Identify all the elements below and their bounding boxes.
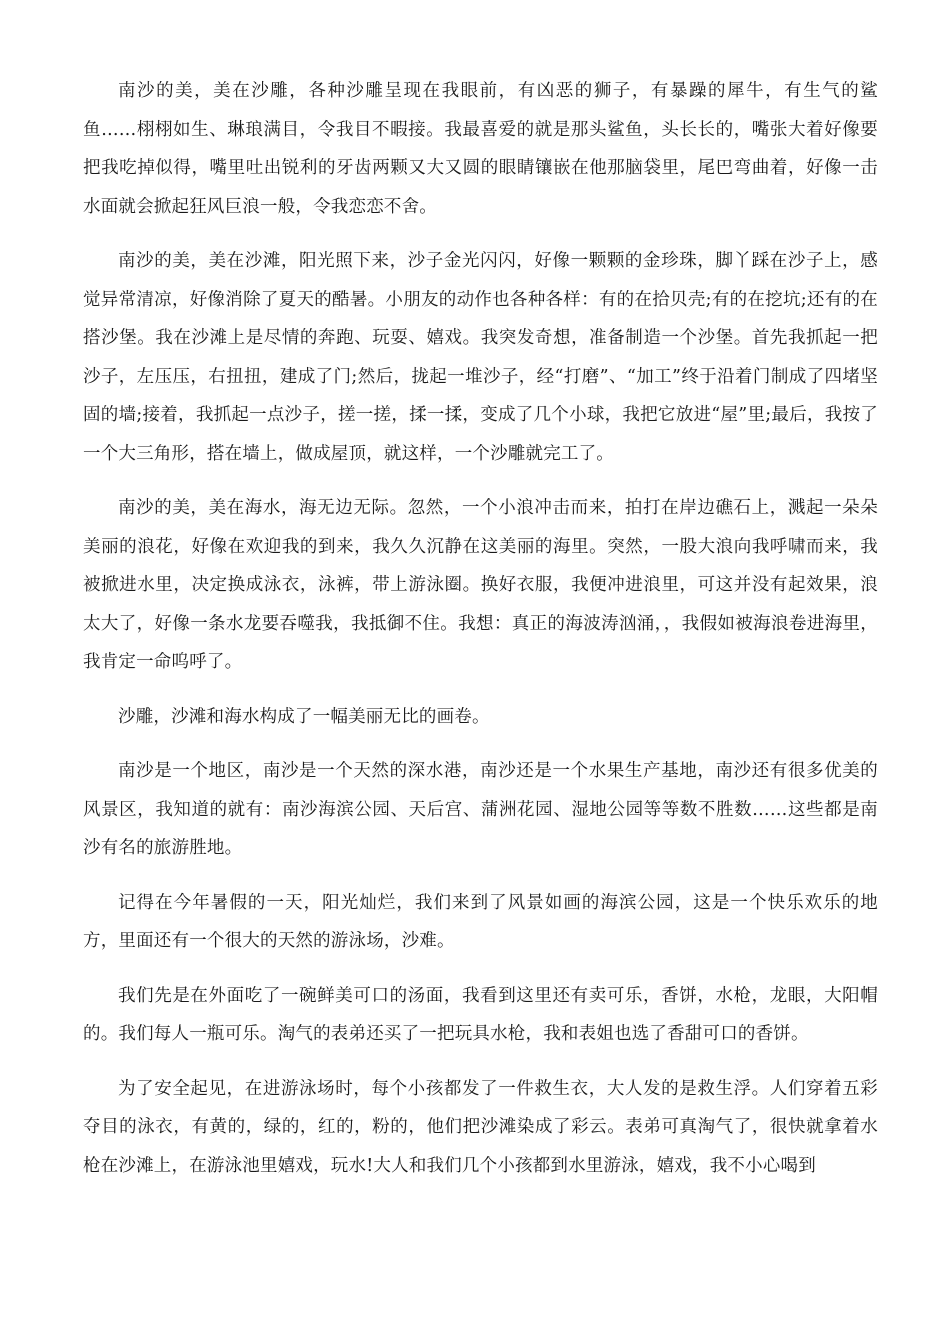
paragraph-summer-day: 记得在今年暑假的一天，阳光灿烂，我们来到了风景如画的海滨公园，这是一个快乐欢乐的地方，里面还有一个很大的天然的游泳场，沙难。 <box>83 892 878 951</box>
paragraph-nansha-intro: 南沙是一个地区，南沙是一个天然的深水港，南沙还是一个水果生产基地，南沙还有很多优美的风景区，我知道的就有：南沙海滨公园、天后宫、蒲洲花园、湿地公园等等数不胜数……这些都是南沙有名的旅游胜地。 <box>83 761 878 858</box>
paragraph-sand-sculpture: 南沙的美，美在沙雕，各种沙雕呈现在我眼前，有凶恶的狮子，有暴躁的犀牛，有生气的鲨鱼……栩栩如生、琳琅满目，令我目不暇接。我最喜爱的就是那头鲨鱼，头长长的，嘴张大着好像要把我吃掉似得，嘴里吐出锐利的牙齿两颗又大又圆的眼睛镶嵌在他那脑袋里，尾巴弯曲着，好像一击水面就会掀起狂风巨浪一般，令我恋恋不舍。 <box>83 81 878 217</box>
paragraph-sea: 南沙的美，美在海水，海无边无际。忽然，一个小浪冲击而来，拍打在岸边礁石上，溅起一朵朵美丽的浪花，好像在欢迎我的到来，我久久沉静在这美丽的海里。突然，一股大浪向我呼啸而来，我被掀进水里，决定换成泳衣，泳裤，带上游泳圈。换好衣服，我便冲进浪里，可这并没有起效果，浪太大了，好像一条水龙要吞噬我，我抵御不住。我想：真正的海波涛汹涌，，我假如被海浪卷进海里，我肯定一命呜呼了。 <box>83 498 878 672</box>
paragraph-noodles: 我们先是在外面吃了一碗鲜美可口的汤面，我看到这里还有卖可乐，香饼，水枪，龙眼，大阳帽的。我们每人一瓶可乐。淘气的表弟还买了一把玩具水枪，我和表姐也选了香甜可口的香饼。 <box>83 985 878 1044</box>
paragraph-beach: 南沙的美，美在沙滩，阳光照下来，沙子金光闪闪，好像一颗颗的金珍珠，脚丫踩在沙子上，感觉异常清凉，好像消除了夏天的酷暑。小朋友的动作也各种各样：有的在拾贝壳;有的在挖坑;还有的在搭沙堡。我在沙滩上是尽情的奔跑、玩耍、嬉戏。我突发奇想，准备制造一个沙堡。首先我抓起一把沙子，左压压，右扭扭，建成了门;然后，拢起一堆沙子，经“打磨”、“加工”终于沿着门制成了四堵坚固的墙;接着，我抓起一点沙子，搓一搓，揉一揉，变成了几个小球，我把它放进“屋”里;最后，我按了一个大三角形，搭在墙上，做成屋顶，就这样，一个沙雕就完工了。 <box>83 251 878 464</box>
paragraph-summary: 沙雕，沙滩和海水构成了一幅美丽无比的画卷。 <box>118 706 490 727</box>
paragraph-swimming: 为了安全起见，在进游泳场时，每个小孩都发了一件救生衣，大人发的是救生浮。人们穿着五彩夺目的泳衣，有黄的，绿的，红的，粉的，他们把沙滩染成了彩云。表弟可真淘气了，很快就拿着水枪在沙滩上，在游泳池里嬉戏，玩水!大人和我们几个小孩都到水里游泳，嬉戏，我不小心喝到 <box>83 1078 878 1176</box>
